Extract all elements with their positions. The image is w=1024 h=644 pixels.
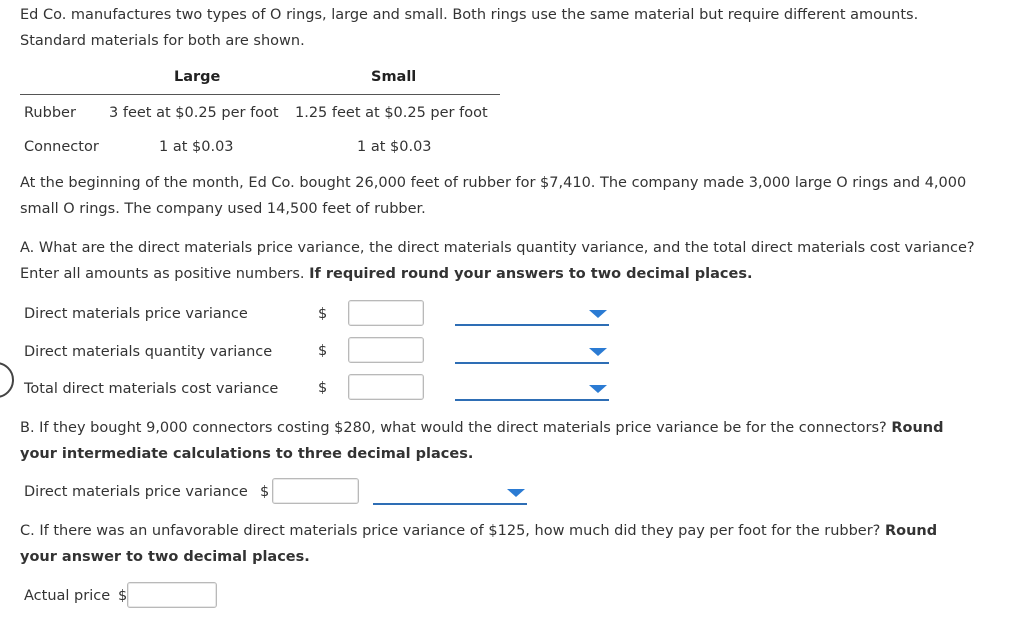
part-c-label: Actual price — [24, 588, 111, 604]
part-b-question: B. If they bought 9,000 connectors costing $280, what would the direct materials price variance be for the connectors? — [20, 420, 892, 436]
connector-price-variance-input[interactable] — [272, 478, 359, 504]
part-c-round-word: Round — [884, 523, 938, 539]
currency-symbol: $ — [318, 306, 328, 322]
quantity-variance-dropdown[interactable] — [455, 342, 609, 364]
part-a-question-line-1: A. What are the direct materials price variance, the direct materials quantity variance, and the total direct materials cost variance? — [20, 240, 975, 256]
context-line-1: At the beginning of the month, Ed Co. bought 26,000 feet of rubber for $7,410. The company made 3,000 large O rings and 4,000 — [20, 175, 967, 191]
chevron-down-icon — [589, 385, 607, 393]
part-a-question-line-2 — [20, 261, 753, 287]
table-cell-rubber-large: 3 feet at $0.25 per foot — [109, 105, 279, 121]
table-cell-rubber-small: 1.25 feet at $0.25 per foot — [295, 105, 488, 121]
table-cell-connector-large: 1 at $0.03 — [159, 139, 234, 155]
table-header-large: Large — [174, 69, 221, 85]
quantity-variance-input[interactable] — [348, 337, 424, 363]
total-cost-variance-dropdown[interactable] — [455, 379, 609, 401]
chevron-down-icon — [589, 310, 607, 318]
actual-price-input[interactable] — [127, 582, 217, 608]
part-b-rounding-note: your intermediate calculations to three decimal places. — [20, 446, 474, 462]
price-variance-input[interactable] — [348, 300, 424, 326]
price-variance-dropdown[interactable] — [455, 304, 609, 326]
table-row-label-rubber: Rubber — [24, 105, 76, 121]
currency-symbol: $ — [118, 588, 128, 604]
part-b-question-line-1 — [20, 415, 943, 441]
part-c-question: C. If there was an unfavorable direct materials price variance of $125, how much did they pay per foot for the rubber? — [20, 523, 885, 539]
part-a-instruction: Enter all amounts as positive numbers. — [20, 266, 310, 282]
chevron-down-icon — [589, 348, 607, 356]
part-c-rounding-note: your answer to two decimal places. — [20, 549, 310, 565]
table-header-small: Small — [371, 69, 417, 85]
total-cost-variance-input[interactable] — [348, 374, 424, 400]
part-a-row-label: Direct materials quantity variance — [24, 344, 273, 360]
part-a-row-label: Direct materials price variance — [24, 306, 248, 322]
intro-line-1: Ed Co. manufactures two types of O rings, large and small. Both rings use the same material but require different amounts. — [20, 7, 919, 23]
connector-price-variance-dropdown[interactable] — [373, 483, 527, 505]
part-a-row-label: Total direct materials cost variance — [24, 381, 279, 397]
left-edge-circle-icon — [0, 362, 14, 398]
table-cell-connector-small: 1 at $0.03 — [357, 139, 432, 155]
table-row-label-connector: Connector — [24, 139, 99, 155]
part-c-question-line-1 — [20, 518, 937, 544]
chevron-down-icon — [507, 489, 525, 497]
table-header-rule — [20, 94, 500, 95]
part-a-rounding-note: If required round your answers to two decimal places. — [309, 266, 753, 282]
context-line-2: small O rings. The company used 14,500 feet of rubber. — [20, 201, 426, 217]
part-b-round-word: Round — [891, 420, 944, 436]
currency-symbol: $ — [318, 380, 328, 396]
part-b-label: Direct materials price variance — [24, 484, 248, 500]
intro-line-2: Standard materials for both are shown. — [20, 33, 305, 49]
currency-symbol: $ — [260, 484, 270, 500]
currency-symbol: $ — [318, 343, 328, 359]
